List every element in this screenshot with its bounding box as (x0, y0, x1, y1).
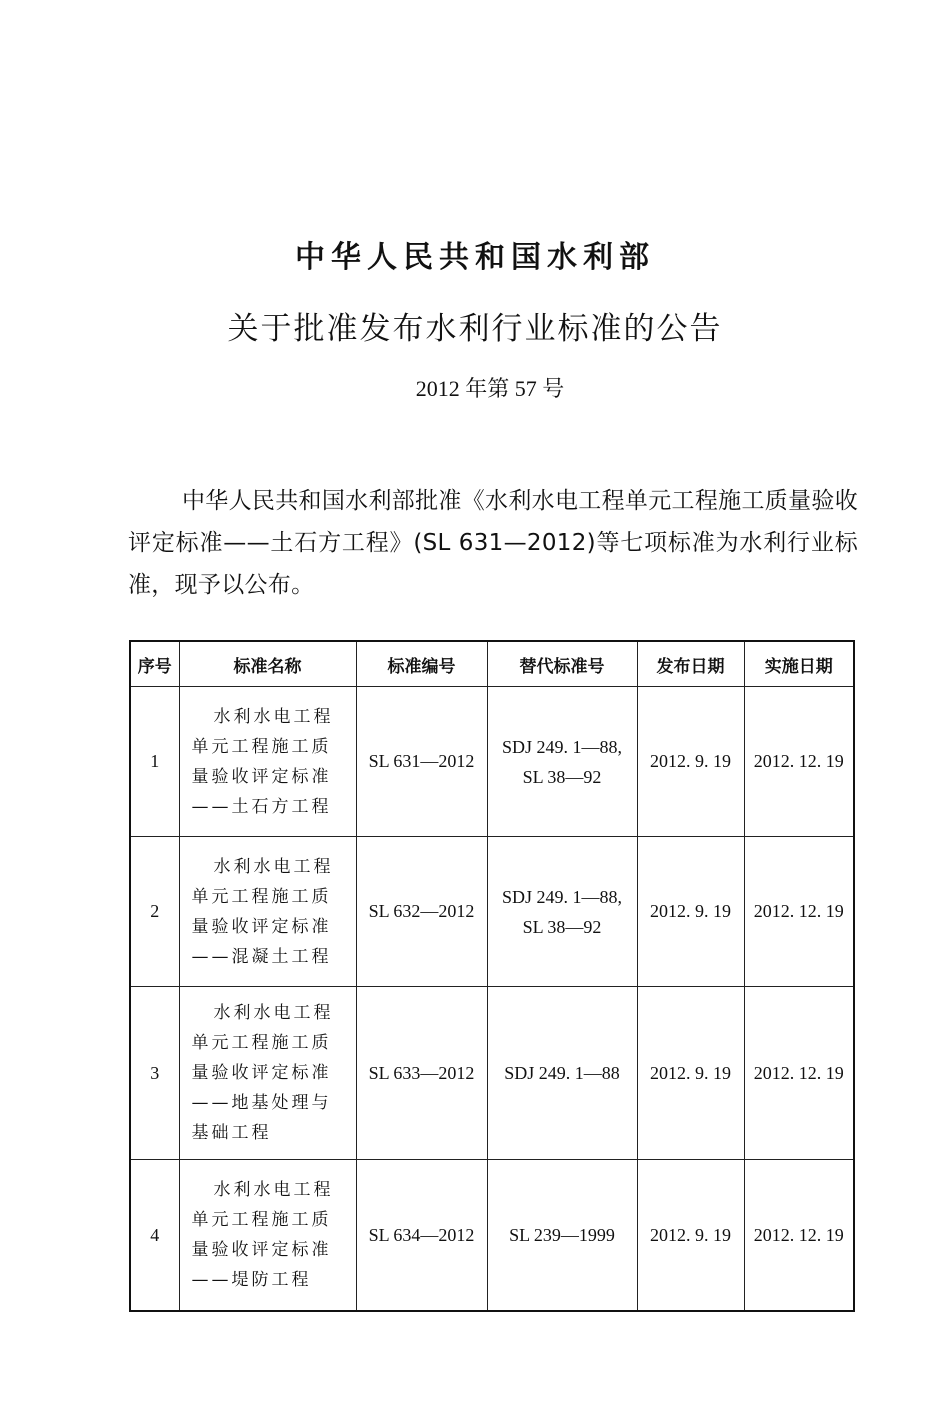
name-line: 基础工程 (191, 1123, 272, 1143)
cell-replaced (487, 987, 637, 1160)
replaced-line: SL 38—92 (522, 766, 602, 787)
name-line: ——堤防工程 (191, 1270, 312, 1290)
announcement-body: 中华人民共和国水利部批准《水利水电工程单元工程施工质量验收评定标准——土石方工程》(SL 631—2012)等七项标准为水利行业标准，现予以公布。 (128, 488, 858, 598)
announcement-title: 关于批准发布水利行业标准的公告 (227, 311, 723, 347)
cell-code: SL 632—2012 (356, 837, 487, 987)
replaced-line: SDJ 249. 1—88 (504, 1063, 620, 1083)
cell-publish-date: 2012. 9. 19 (637, 687, 744, 837)
cell-effective-date: 2012. 12. 19 (744, 987, 854, 1160)
replaced-line: SDJ 249. 1—88, (501, 736, 622, 757)
cell-publish-date: 2012. 9. 19 (637, 1160, 744, 1312)
cell-replaced (487, 837, 637, 987)
cell-name (179, 987, 356, 1160)
name-line: ——地基处理与 (191, 1093, 332, 1113)
cell-effective-date: 2012. 12. 19 (744, 687, 854, 837)
cell-code: SL 634—2012 (356, 1160, 487, 1312)
header-code: 标准编号 (356, 641, 487, 687)
name-line: 量验收评定标准 (191, 1063, 332, 1083)
cell-publish-date: 2012. 9. 19 (637, 987, 744, 1160)
cell-code: SL 631—2012 (356, 687, 487, 837)
cell-replaced (487, 1160, 637, 1312)
header-no: 序号 (130, 641, 179, 687)
replaced-line: SL 38—92 (522, 916, 602, 937)
cell-no: 2 (130, 837, 179, 987)
table-row (130, 987, 854, 1160)
cell-replaced (487, 687, 637, 837)
name-line: 单元工程施工质 (191, 1210, 332, 1230)
cell-name (179, 687, 356, 837)
cell-no: 4 (130, 1160, 179, 1312)
table-row (130, 687, 854, 837)
replaced-line: SDJ 249. 1—88, (501, 886, 622, 907)
name-line: 水利水电工程 (213, 706, 334, 727)
cell-no: 3 (130, 987, 179, 1160)
table-row (130, 1160, 854, 1312)
name-line: 量验收评定标准 (191, 916, 332, 937)
ministry-title: 中华人民共和国水利部 (295, 240, 655, 275)
cell-no: 1 (130, 687, 179, 837)
header-publish-date: 发布日期 (637, 641, 744, 687)
name-line: 水利水电工程 (213, 856, 334, 877)
name-line: 水利水电工程 (213, 1003, 334, 1023)
name-line: 量验收评定标准 (191, 766, 332, 787)
table-row (130, 837, 854, 987)
name-line: 单元工程施工质 (191, 736, 332, 757)
header-replaced: 替代标准号 (487, 641, 637, 687)
announcement-number: 2012 年第 57 号 (415, 376, 565, 401)
name-line: ——土石方工程 (191, 796, 332, 817)
name-line: 单元工程施工质 (191, 886, 332, 907)
standards-table (129, 640, 855, 1312)
name-line: 水利水电工程 (213, 1180, 334, 1200)
cell-effective-date: 2012. 12. 19 (744, 1160, 854, 1312)
cell-name (179, 1160, 356, 1312)
name-line: 单元工程施工质 (191, 1033, 332, 1053)
cell-code: SL 633—2012 (356, 987, 487, 1160)
name-line: 量验收评定标准 (191, 1240, 332, 1260)
cell-name (179, 837, 356, 987)
name-line: ——混凝土工程 (191, 946, 332, 967)
header-effective-date: 实施日期 (744, 641, 854, 687)
replaced-line: SL 239—1999 (509, 1225, 615, 1245)
cell-effective-date: 2012. 12. 19 (744, 837, 854, 987)
header-name: 标准名称 (179, 641, 356, 687)
table-header-row (130, 641, 854, 687)
cell-publish-date: 2012. 9. 19 (637, 837, 744, 987)
